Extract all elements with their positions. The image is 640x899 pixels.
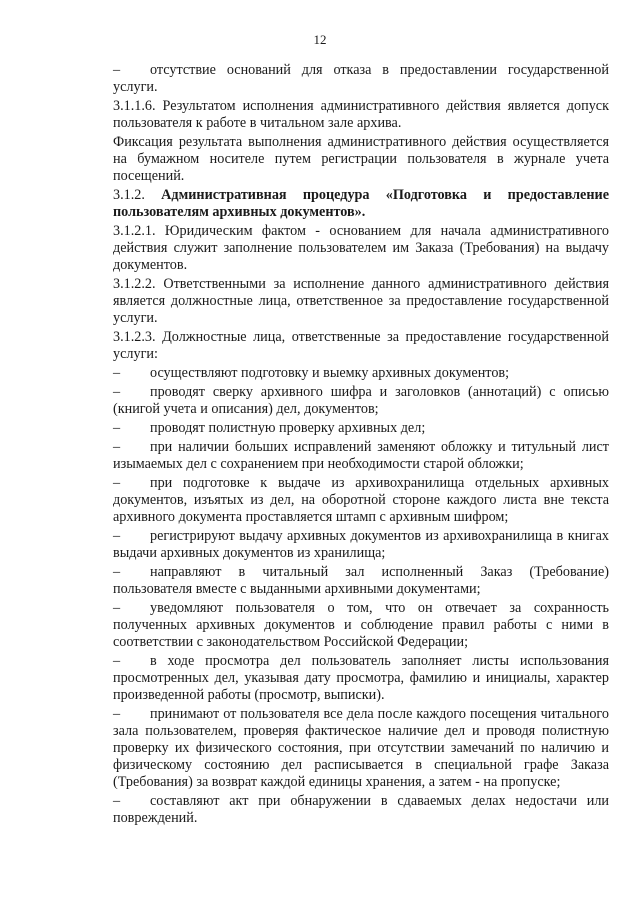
list-dash: – (113, 365, 121, 381)
list-item (113, 653, 609, 704)
paragraph-text: 3.1.2.1. Юридическим фактом - основанием для начала административного действия служит заполнение пользователем им Заказа (Требования) на выдачу документов. (113, 223, 609, 273)
paragraph (113, 134, 609, 185)
list-item-text: при подготовке к выдаче из архивохранилища отдельных архивных документов, изъятых из дел, на оборотной стороне каждого листа вне текста архивного документа проставляется штамп с архивным шифром; (113, 475, 609, 525)
list-dash: – (113, 600, 121, 616)
list-item (113, 365, 609, 382)
list-item-text: принимают от пользователя все дела после каждого посещения читального зала пользователем, проверяя фактическое наличие дел и проводя полистную проверку их физического состояния, при отсутствии замечаний по наличию и физическому состоянию дел расписывается в специальной графе Заказа (Требования) за возврат каждой единицы хранения, а затем - на пропуске; (113, 706, 609, 790)
paragraph-text: Фиксация результата выполнения административного действия осуществляется на бумажном носителе путем регистрации пользователя в журнале учета посещений. (113, 134, 609, 184)
list-dash: – (113, 420, 121, 436)
list-item (113, 600, 609, 651)
document-body (113, 62, 609, 829)
list-item-text: направляют в читальный зал исполненный Заказ (Требование) пользователя вместе с выданными архивными документами; (113, 564, 609, 597)
paragraph-text: 3.1.1.6. Результатом исполнения административного действия является допуск пользователя к работе в читальном зале архива. (113, 98, 609, 131)
list-item (113, 384, 609, 418)
list-item (113, 564, 609, 598)
list-dash: – (113, 564, 121, 580)
page-number: 12 (313, 32, 327, 47)
paragraph-text: отсутствие оснований для отказа в предоставлении государственной услуги. (113, 62, 609, 95)
list-item-text: уведомляют пользователя о том, что он отвечает за сохранность полученных архивных документов и соблюдение правил работы с ними в соответствии с законодательством Российской Федерации; (113, 600, 609, 650)
list-item-text: проводят сверку архивного шифра и заголовков (аннотаций) с описью (книгой учета и описания) дел, документов; (113, 384, 609, 417)
paragraph-text: 3.1.2.2. Ответственными за исполнение данного административного действия является должностные лица, ответственное за предоставление государственной услуги. (113, 276, 609, 326)
list-dash: – (113, 62, 121, 78)
list-item-text: при наличии больших исправлений заменяют обложку и титульный лист изымаемых дел с сохранением при необходимости старой обложки; (113, 439, 609, 472)
paragraph-procedure-heading (113, 187, 609, 221)
list-item (113, 528, 609, 562)
list-item (113, 706, 609, 791)
paragraph (113, 276, 609, 327)
paragraph (113, 62, 609, 96)
list-dash: – (113, 653, 121, 669)
list-item (113, 439, 609, 473)
procedure-title: Административная процедура «Подготовка и предоставление пользователям архивных документов». (113, 187, 610, 220)
list-dash: – (113, 706, 121, 722)
paragraph (113, 98, 609, 132)
list-dash: – (113, 793, 121, 809)
list-item-text: в ходе просмотра дел пользователь заполняет листы использования просмотренных дел, указывая дату просмотра, фамилию и инициалы, характер произведенной работы (просмотр, выписки). (113, 653, 609, 703)
list-dash: – (113, 528, 121, 544)
list-item (113, 420, 609, 437)
list-item-text: осуществляют подготовку и выемку архивных документов; (150, 365, 510, 381)
list-item-text: регистрируют выдачу архивных документов из архивохранилища в книгах выдачи архивных документов из хранилища; (113, 528, 609, 561)
paragraph-text: 3.1.2.3. Должностные лица, ответственные за предоставление государственной услуги: (113, 329, 609, 362)
list-item-text: проводят полистную проверку архивных дел; (150, 420, 426, 436)
list-dash: – (113, 384, 121, 400)
paragraph (113, 329, 609, 363)
list-dash: – (113, 439, 121, 455)
list-item-text: составляют акт при обнаружении в сдаваемых делах недостачи или повреждений. (113, 793, 609, 826)
paragraph-text: 3.1.2. (113, 187, 162, 203)
list-dash: – (113, 475, 121, 491)
list-item (113, 475, 609, 526)
paragraph (113, 223, 609, 274)
list-item (113, 793, 609, 827)
